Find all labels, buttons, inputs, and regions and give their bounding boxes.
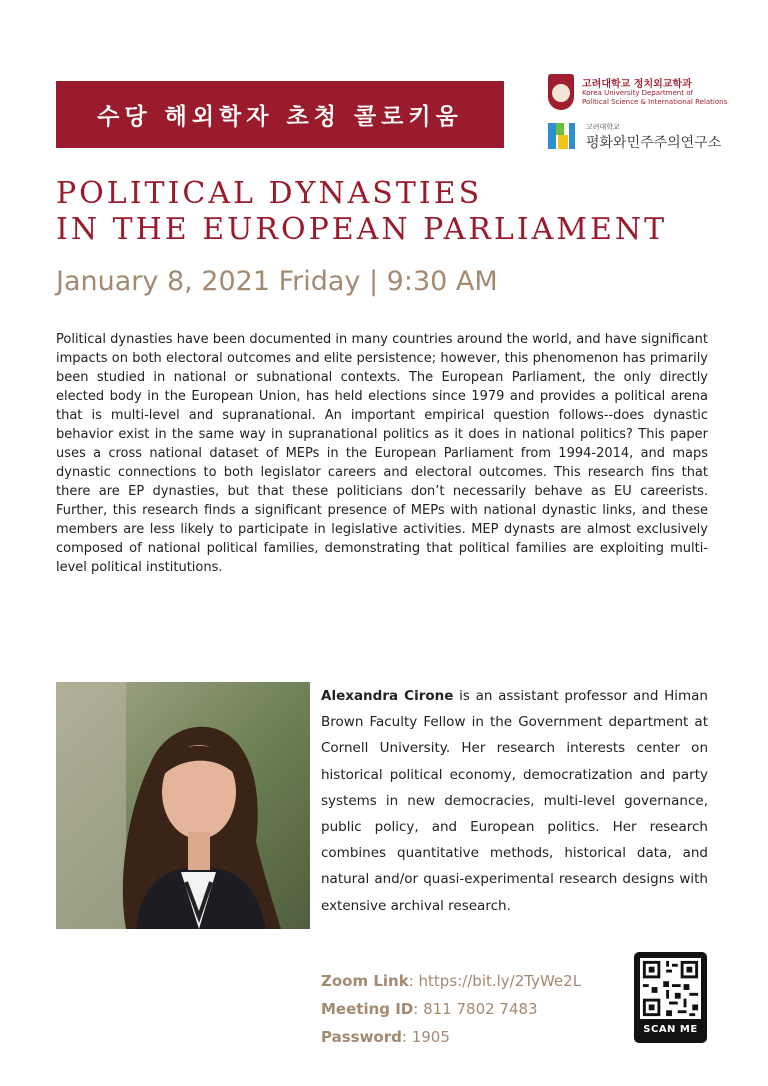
password-label: Password [321, 1028, 402, 1046]
institute-university: 고려대학교 [586, 123, 620, 131]
dept-english-line1: Korea University Department of [582, 89, 693, 97]
crest-icon [548, 74, 574, 110]
dept-english-line2: Political Science & International Relations [582, 98, 728, 106]
zoom-link-row[interactable] [321, 967, 621, 995]
meeting-id-value: : 811 7802 7483 [413, 1000, 538, 1018]
event-banner [56, 81, 504, 148]
abstract-paragraph: Political dynasties have been documented in many countries around the world, and have significant impacts on both electoral outcomes and elite persistence; however, this phenomenon has primarily been studied in national or subnational contexts. The European Parliament, the only directly elected body in the European Union, has held elections since 1979 and provides a political arena that is multi-level and supranational. An important empirical question follows--does dynastic behavior exist in the same way in supranational politics as it does in national politics? This paper uses a cross national dataset of MEPs in the European Parliament from 1994-2014, and maps dynastic connections to both legislator careers and electoral outcomes. This research fins that there are EP dynasties, but that these politicians don’t necessarily behave as EU careerists. Further, this research finds a significant presence of MEPs with national dynastic links, and these members are less likely to participate in legislative activities. MEP dynasts are almost exclusively composed of national political families, demonstrating that political families are exploiting multi-level political institutions. [56, 332, 708, 575]
zoom-link-label: Zoom Link [321, 972, 409, 990]
meeting-id-row [321, 995, 621, 1023]
title-line2: IN THE EUROPEAN PARLIAMENT [56, 212, 668, 247]
zoom-link-value[interactable]: : https://bit.ly/2TyWe2L [408, 972, 582, 990]
password-value: : 1905 [401, 1028, 450, 1046]
password-row [321, 1023, 621, 1051]
pdi-logo-icon [548, 121, 576, 151]
speaker-portrait-image [56, 682, 310, 929]
event-datetime: January 8, 2021 Friday | 9:30 AM [56, 266, 498, 297]
speaker-name: Alexandra Cirone [321, 688, 454, 704]
speaker-bio [321, 683, 708, 919]
speaker-bio-text: is an assistant professor and Himan Brown Faculty Fellow in the Government department at Cornell University. Her research interests center on historical political economy, democratization and party systems in new democracies, multi-level governance, public policy, and European politics. Her research combines quantitative methods, historical data, and natural and/or quasi-experimental research designs with extensive archival research. [321, 688, 708, 914]
qr-code-box[interactable] [634, 952, 707, 1043]
meeting-id-label: Meeting ID [321, 1000, 414, 1018]
institute-name: 평화와민주주의연구소 [586, 135, 722, 151]
scan-me-label: SCAN ME [643, 1024, 698, 1035]
korea-university-logo [548, 74, 748, 112]
institute-logo [548, 121, 748, 153]
speaker-photo [56, 682, 310, 929]
dept-korean-name: 고려대학교 정치외교학과 [582, 79, 692, 90]
tiger-icon [552, 84, 570, 102]
title-line1: POLITICAL DYNASTIES [56, 176, 483, 211]
qr-code-icon [640, 958, 701, 1019]
page-title [56, 176, 736, 248]
banner-text: 수당 해외학자 초청 콜로키움 [97, 104, 463, 130]
meeting-info [321, 967, 621, 1051]
